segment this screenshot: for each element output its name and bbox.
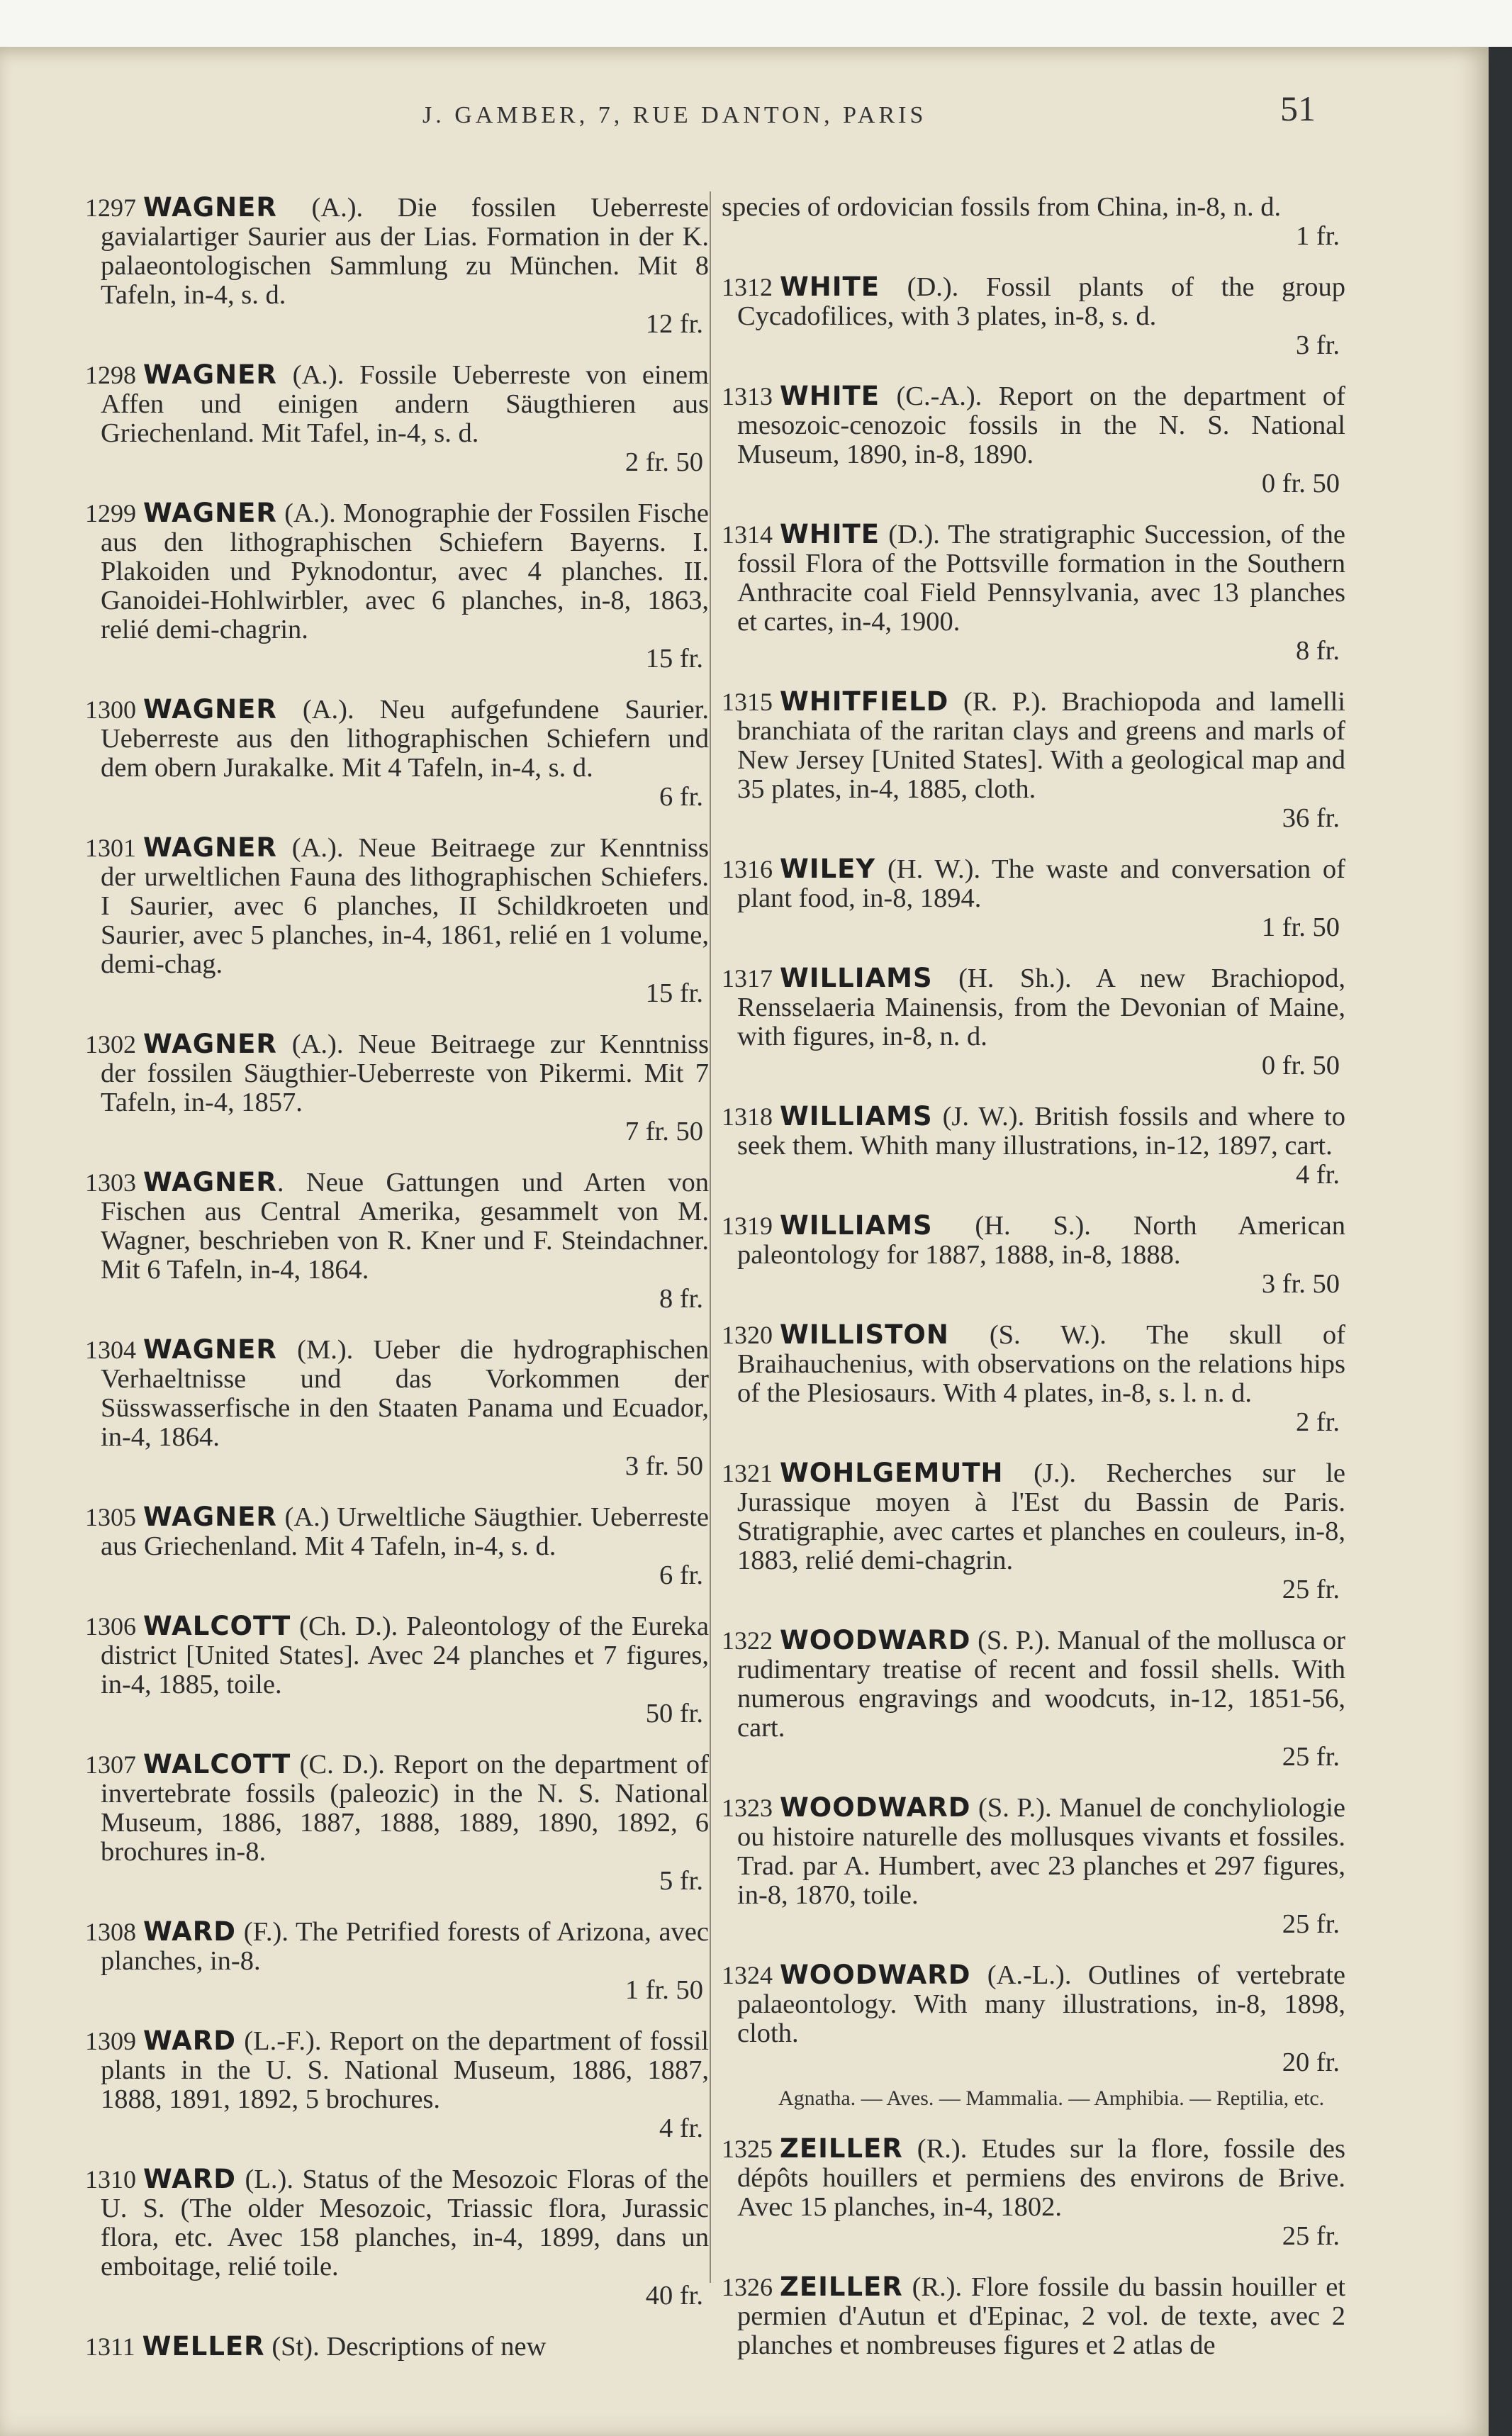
entry-author: WALCOTT	[143, 1611, 291, 1641]
entry-price: 15 fr.	[645, 644, 703, 674]
entry-description: (H. W.). The waste and conversation of plant food, in-8, 1894.	[737, 854, 1345, 913]
entry-price: 1 fr.	[1295, 221, 1340, 251]
entry-author: WHITFIELD	[780, 686, 949, 717]
entry-author: WAGNER	[143, 359, 277, 390]
entry-description: (A.). Neu aufgefundene Saurier. Ueberreste aus den lithographischen Schiefern und dem obern Jurakalke. Mit 4 Tafeln, in-4, s. d.	[101, 695, 709, 783]
entry-author: WAGNER	[143, 694, 277, 725]
entry-description: (J. W.). British fossils and where to seek them. Whith many illustrations, in-12, 1897, cart.	[737, 1102, 1345, 1161]
entry-description: (A.). Die fossilen Ueberreste gavialartiger Saurier aus der Lias. Formation in der K. palaeontologischen Sammlung zu München. Mit 8 Tafeln, in-4, s. d.	[101, 193, 709, 310]
entry-price: 6 fr.	[659, 782, 703, 812]
catalogue-entry	[85, 1168, 709, 1314]
entry-number: 1316	[722, 855, 773, 883]
entry-description: (R.). Etudes sur la flore, fossile des dépôts houillers et permiens des environs de Brive. Avec 15 planches, in-4, 1802.	[737, 2134, 1345, 2222]
entry-price: 7 fr. 50	[625, 1117, 703, 1146]
entry-number: 1314	[722, 520, 773, 549]
entry-author: WARD	[143, 2026, 236, 2056]
entry-price: 4 fr.	[1295, 1160, 1340, 1190]
entry-author: WILLIAMS	[780, 1210, 933, 1241]
catalogue-entry	[85, 1029, 709, 1146]
entry-price: 40 fr.	[645, 2281, 703, 2311]
entry-description: (H. S.). North American paleontology for 1887, 1888, in-8, 1888.	[737, 1211, 1345, 1270]
entry-price: 25 fr.	[1282, 1575, 1340, 1604]
entry-description: (R. P.). Brachiopoda and lamelli branchiata of the raritan clays and greens and marls of New Jersey [United States]. With a geological map and 35 plates, in-4, 1885, cloth.	[737, 687, 1345, 804]
entry-price: 6 fr.	[659, 1560, 703, 1590]
entry-description: (A.). Neue Beitraege zur Kenntniss der fossilen Säugthier-Ueberreste von Pikermi. Mit 7 Tafeln, in-4, 1857.	[101, 1029, 709, 1117]
catalogue-entry	[85, 2164, 709, 2311]
catalogue-entry	[85, 833, 709, 1008]
entry-author: WARD	[143, 2164, 236, 2194]
entry-price: 50 fr.	[645, 1699, 703, 1728]
entry-price: 1 fr. 50	[1261, 912, 1340, 942]
entry-number: 1308	[85, 1918, 136, 1946]
entry-number: 1299	[85, 499, 136, 527]
entry-number: 1325	[722, 2135, 773, 2163]
entry-price: 4 fr.	[659, 2113, 703, 2143]
catalogue-entry	[722, 1793, 1345, 1939]
entry-number: 1305	[85, 1503, 136, 1531]
entry-number: 1311	[85, 2332, 135, 2361]
entry-description: (L.-F.). Report on the department of fossil plants in the U. S. National Museum, 1886, 1887, 1888, 1891, 1892, 5 brochures.	[101, 2026, 709, 2114]
entry-number: 1315	[722, 688, 773, 716]
entry-price: 12 fr.	[645, 309, 703, 339]
entry-price: 8 fr.	[1295, 636, 1340, 666]
entry-number: 1300	[85, 695, 136, 724]
entry-number: 1323	[722, 1794, 773, 1822]
catalogue-entry	[85, 1917, 709, 2005]
entry-price: 3 fr.	[1295, 330, 1340, 360]
entry-number: 1324	[722, 1961, 773, 1989]
entry-number: 1309	[85, 2027, 136, 2055]
entry-number: 1302	[85, 1030, 136, 1058]
entry-description: (S. P.). Manual of the mollusca or rudimentary treatise of recent and fossil shells. With numerous engravings and woodcuts, in-12, 1851-56, cart.	[737, 1626, 1345, 1743]
entry-description: species of ordovician fossils from China, in-8, n. d.	[722, 192, 1282, 222]
catalogue-entry	[722, 963, 1345, 1080]
entry-price: 3 fr. 50	[625, 1451, 703, 1481]
scan-right-edge	[1489, 47, 1512, 2436]
entry-price: 2 fr. 50	[625, 447, 703, 477]
entry-number: 1298	[85, 361, 136, 389]
entry-description: . Neue Gattungen und Arten von Fischen aus Central Amerika, gesammelt von M. Wagner, beschrieben von R. Kner und F. Steindachner. Mit 6 Tafeln, in-4, 1864.	[101, 1168, 709, 1285]
entry-number: 1317	[722, 964, 773, 993]
entry-price: 2 fr.	[1295, 1407, 1340, 1437]
entry-author: WALCOTT	[143, 1749, 291, 1779]
entry-number: 1303	[85, 1168, 136, 1197]
entry-author: ZEILLER	[780, 2272, 903, 2302]
entry-number: 1319	[722, 1212, 773, 1240]
entry-price: 8 fr.	[659, 1284, 703, 1314]
entry-description: (A.). Monographie der Fossilen Fische aus den lithographischen Schiefern Bayerns. I. Plakoiden und Pyknodontur, avec 4 planches. II. Ganoidei-Hohlwirbler, avec 6 planches, in-8, 1863, relié demi-chagrin.	[101, 498, 709, 644]
catalogue-entry	[722, 1626, 1345, 1772]
entry-price: 36 fr.	[1282, 803, 1340, 833]
entry-description: (L.). Status of the Mesozoic Floras of the U. S. (The older Mesozoic, Triassic flora, Jurassic flora, etc. Avec 158 planches, in-4, 1899, dans un emboitage, relié toile.	[101, 2164, 709, 2281]
entry-description: (C.-A.). Report on the department of mesozoic-cenozoic fossils in the N. S. National Museum, 1890, in-8, 1890.	[737, 381, 1345, 469]
page-number: 51	[1280, 89, 1316, 128]
entry-author: WOODWARD	[780, 1960, 971, 1990]
catalogue-entry	[85, 498, 709, 674]
entry-author: WHITE	[780, 519, 880, 549]
catalogue-entry	[722, 1960, 1345, 2077]
catalogue-entry	[85, 1611, 709, 1728]
entry-number: 1313	[722, 382, 773, 410]
entry-number: 1312	[722, 273, 773, 301]
entry-author: WAGNER	[143, 832, 277, 863]
entry-description: (A.-L.). Outlines of vertebrate palaeontology. With many illustrations, in-8, 1898, cloth.	[737, 1960, 1345, 2048]
catalogue-entry	[722, 381, 1345, 498]
entry-number: 1321	[722, 1459, 773, 1487]
entry-number: 1301	[85, 834, 136, 862]
entry-description: (A.). Fossile Ueberreste von einem Affen und einigen andern Säugthieren aus Griechenland. Mit Tafel, in-4, s. d.	[101, 360, 709, 448]
entry-description: (A.) Urweltliche Säugthier. Ueberreste aus Griechenland. Mit 4 Tafeln, in-4, s. d.	[101, 1502, 709, 1561]
entry-description: (S. P.). Manuel de conchyliologie ou histoire naturelle des mollusques vivants et fossiles. Trad. par A. Humbert, avec 23 planches et 297 figures, in-8, 1870, toile.	[737, 1793, 1345, 1910]
entry-author: WARD	[143, 1916, 236, 1947]
entry-number: 1306	[85, 1612, 136, 1641]
entry-author: WAGNER	[143, 1502, 277, 1532]
catalogue-entry	[722, 1211, 1345, 1299]
entry-description: (F.). The Petrified forests of Arizona, avec planches, in-8.	[101, 1917, 709, 1976]
entry-author: WHITE	[780, 381, 880, 411]
catalogue-entry	[722, 687, 1345, 833]
entry-author: WILLISTON	[780, 1319, 949, 1350]
entry-price: 25 fr.	[1282, 1909, 1340, 1939]
entry-description: (C. D.). Report on the department of invertebrate fossils (paleozic) in the N. S. National Museum, 1886, 1887, 1888, 1889, 1890, 1892, 6 brochures in-8.	[101, 1750, 709, 1867]
running-title: J. GAMBER, 7, RUE DANTON, PARIS	[422, 102, 927, 128]
entry-author: WHITE	[780, 272, 880, 302]
catalogue-entry	[722, 1102, 1345, 1190]
entry-price: 25 fr.	[1282, 1742, 1340, 1772]
entry-price: 20 fr.	[1282, 2047, 1340, 2077]
entry-author: WOHLGEMUTH	[780, 1458, 1004, 1488]
catalogue-entry	[722, 1320, 1345, 1437]
catalogue-entry	[85, 1335, 709, 1481]
entry-number: 1310	[85, 2165, 136, 2194]
left-column	[85, 193, 709, 2383]
entry-author: ZEILLER	[780, 2133, 903, 2164]
catalogue-entry	[85, 1750, 709, 1896]
entry-number: 1304	[85, 1336, 136, 1364]
entry-author: WELLER	[142, 2331, 265, 2362]
entry-author: WOODWARD	[780, 1625, 971, 1655]
catalogue-entry	[722, 520, 1345, 666]
entry-price: 0 fr. 50	[1261, 469, 1340, 498]
catalogue-entry	[722, 2272, 1345, 2360]
entry-price: 1 fr. 50	[625, 1975, 703, 2005]
entry-number: 1320	[722, 1321, 773, 1349]
catalogue-entry	[722, 193, 1345, 251]
entry-author: WILLIAMS	[780, 1101, 933, 1132]
entry-author: WAGNER	[143, 1334, 277, 1365]
entry-price: 25 fr.	[1282, 2221, 1340, 2251]
catalogue-entry	[85, 1502, 709, 1590]
entry-description: (J.). Recherches sur le Jurassique moyen à l'Est du Bassin de Paris. Stratigraphie, avec cartes et planches en couleurs, in-8, 1883, relié demi-chagrin.	[737, 1458, 1345, 1575]
entry-author: WAGNER	[143, 192, 277, 223]
entry-price: 0 fr. 50	[1261, 1051, 1340, 1080]
entry-price: 15 fr.	[645, 978, 703, 1008]
catalogue-entry	[722, 272, 1345, 360]
entry-description: (R.). Flore fossile du bassin houiller et permien d'Autun et d'Epinac, 2 vol. de texte, avec 2 planches et nombreuses figures et 2 atlas de	[737, 2272, 1345, 2360]
catalogue-entry	[722, 1458, 1345, 1604]
entry-description: (S. W.). The skull of Braihauchenius, with observations on the relations hips of the Plesiosaurs. With 4 plates, in-8, s. l. n. d.	[737, 1320, 1345, 1408]
entry-author: WILLIAMS	[780, 963, 933, 993]
entry-price: 3 fr. 50	[1261, 1269, 1340, 1299]
entry-description: (D.). The stratigraphic Succession, of the fossil Flora of the Pottsville formation in the Southern Anthracite coal Field Pennsylvania, avec 13 planches et cartes, in-4, 1900.	[737, 520, 1345, 637]
entry-contents-note: Agnatha. — Aves. — Mammalia. — Amphibia. — Reptilia, etc.	[778, 2086, 1325, 2110]
entry-description: (Ch. D.). Paleontology of the Eureka district [United States]. Avec 24 planches et 7 figures, in-4, 1885, toile.	[101, 1611, 709, 1699]
entry-description: (St). Descriptions of new	[264, 2332, 547, 2362]
right-column	[722, 193, 1345, 2381]
entry-author: WAGNER	[143, 498, 277, 528]
catalogue-entry	[85, 2332, 709, 2362]
catalogue-entry	[85, 360, 709, 477]
entry-number: 1307	[85, 1750, 136, 1779]
entry-number: 1326	[722, 2273, 773, 2301]
entry-author: WILEY	[780, 854, 876, 884]
entry-author: WOODWARD	[780, 1792, 971, 1823]
entry-price: 5 fr.	[659, 1866, 703, 1896]
catalogue-entry	[85, 193, 709, 339]
catalogue-entry	[722, 854, 1345, 942]
entry-author: WAGNER	[143, 1167, 277, 1197]
entry-number: 1322	[722, 1626, 773, 1655]
catalogue-entry	[722, 2134, 1345, 2251]
entry-description: (M.). Ueber die hydrographischen Verhaeltnisse und das Vorkommen der Süsswasserfische in den Staaten Panama und Ecuador, in-4, 1864.	[101, 1335, 709, 1452]
entry-number: 1297	[85, 194, 136, 222]
entry-author: WAGNER	[143, 1029, 277, 1059]
column-divider	[710, 191, 711, 2283]
entry-description: (A.). Neue Beitraege zur Kenntniss der urweltlichen Fauna des lithographischen Schiefers. I Saurier, avec 6 planches, II Schildkroeten und Saurier, avec 5 planches, in-4, 1861, relié en 1 volume, demi-chag.	[101, 833, 709, 979]
entry-description: (D.). Fossil plants of the group Cycadofilices, with 3 plates, in-8, s. d.	[737, 272, 1345, 331]
scan-top-margin	[0, 0, 1512, 47]
catalogue-entry	[85, 2026, 709, 2143]
catalogue-entry	[85, 695, 709, 812]
entry-number: 1318	[722, 1102, 773, 1131]
entry-description: (H. Sh.). A new Brachiopod, Rensselaeria Mainensis, from the Devonian of Maine, with figures, in-8, n. d.	[737, 963, 1345, 1051]
